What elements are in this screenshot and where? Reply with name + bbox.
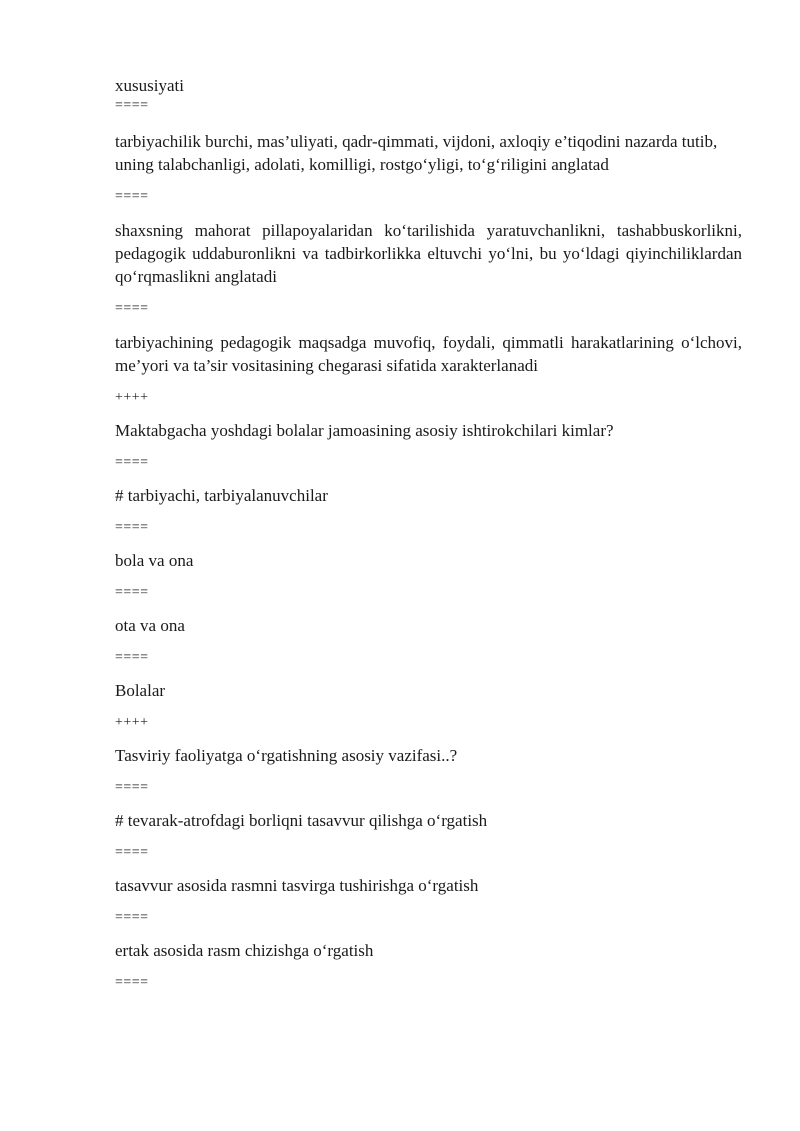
document-page <box>115 74 742 992</box>
separator-line: ==== <box>115 520 149 535</box>
text-paragraph: ota va ona <box>115 616 185 635</box>
separator-line: ==== <box>115 455 149 470</box>
text-paragraph: Maktabgacha yoshdagi bolalar jamoasining asosiy ishtirokchilari kimlar? <box>115 421 614 440</box>
text-paragraph: tarbiyachining pedagogik maqsadga muvofiq, foydali, qimmatli harakatlarining o‘lchovi, me’yori va ta’sir vositasining chegarasi sifatida xarakterlanadi <box>115 333 742 375</box>
separator-line: ==== <box>115 780 149 795</box>
text-paragraph: Tasviriy faoliyatga o‘rgatishning asosiy vazifasi..? <box>115 746 458 765</box>
separator-line: ==== <box>115 845 149 860</box>
text-paragraph: Bolalar <box>115 681 166 700</box>
text-paragraph: # tarbiyachi, tarbiyalanuvchilar <box>115 486 328 505</box>
separator-line: ==== <box>115 301 149 316</box>
separator-line: ==== <box>115 189 149 204</box>
text-paragraph: bola va ona <box>115 551 194 570</box>
separator-line: ==== <box>115 650 149 665</box>
text-paragraph: ertak asosida rasm chizishga o‘rgatish <box>115 941 374 960</box>
separator-line: ==== <box>115 98 149 113</box>
separator-line: ==== <box>115 585 149 600</box>
separator-line: ++++ <box>115 715 149 730</box>
text-paragraph: tasavvur asosida rasmni tasvirga tushirishga o‘rgatish <box>115 876 479 895</box>
text-paragraph: shaxsning mahorat pillapoyalaridan ko‘tarilishida yaratuvchanlikni, tashabbuskorlikni, pedagogik uddaburonlikni va tadbirkorlikka eltuvchi yo‘lni, bu yo‘ldagi qiyinchiliklardan qo‘rqmaslikni anglatadi <box>115 221 742 286</box>
separator-line: ==== <box>115 975 149 990</box>
text-paragraph: tarbiyachilik burchi, mas’uliyati, qadr-qimmati, vijdoni, axloqiy e’tiqodini nazarda tutib, uning talabchanligi, adolati, komilligi, rostgo‘yligi, to‘g‘riligini anglatad <box>115 132 718 174</box>
text-paragraph: xususiyati <box>115 76 184 95</box>
separator-line: ==== <box>115 910 149 925</box>
separator-line: ++++ <box>115 390 149 405</box>
text-paragraph: # tevarak-atrofdagi borliqni tasavvur qilishga o‘rgatish <box>115 811 488 830</box>
